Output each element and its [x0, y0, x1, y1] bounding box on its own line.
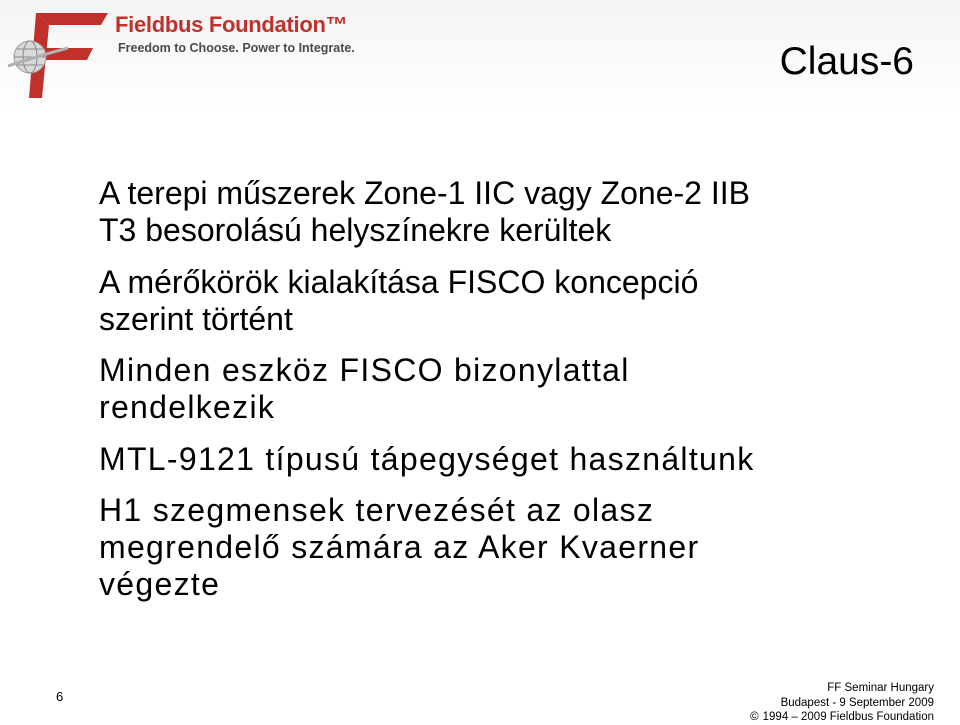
bullet-line: rendelkezik — [99, 389, 276, 425]
bullet-item — [99, 264, 939, 338]
bullet-line: T3 besorolású helyszínekre kerültek — [99, 212, 612, 248]
bullet-item — [99, 492, 939, 603]
slide-title: Claus-6 — [779, 40, 914, 83]
bullet-line: A terepi műszerek Zone-1 IIC vagy Zone-2 IIB — [99, 175, 750, 211]
bullet-line: MTL-9121 típusú tápegységet használtunk — [99, 440, 755, 477]
bullet-line: A mérőkörök kialakítása FISCO koncepció — [99, 263, 699, 300]
fieldbus-foundation-logo — [8, 8, 358, 103]
footer-info — [750, 681, 934, 725]
bullet-line: végezte — [99, 566, 221, 602]
bullet-line: H1 szegmensek tervezését az olasz — [99, 492, 655, 528]
copyright-text: 1994 – 2009 Fieldbus Foundation — [762, 711, 934, 723]
logo-tagline: Freedom to Choose. Power to Integrate. — [118, 41, 355, 55]
bullet-item — [99, 441, 939, 478]
bullet-item — [99, 352, 939, 426]
footer-copyright — [750, 710, 934, 725]
footer-event: FF Seminar Hungary — [827, 682, 934, 694]
bullet-line: szerint történt — [99, 300, 293, 337]
ff-emblem-icon — [8, 8, 118, 103]
footer-date: Budapest - 9 September 2009 — [780, 696, 934, 709]
page-number: 6 — [56, 689, 64, 704]
bullet-line: Minden eszköz FISCO bizonylattal — [99, 352, 630, 388]
bullet-line: megrendelő számára az Aker Kvaerner — [99, 529, 700, 565]
bullet-list — [99, 175, 939, 618]
copyright-symbol: © — [750, 711, 759, 723]
logo-title: Fieldbus Foundation™ — [115, 12, 348, 37]
bullet-item — [99, 175, 939, 249]
